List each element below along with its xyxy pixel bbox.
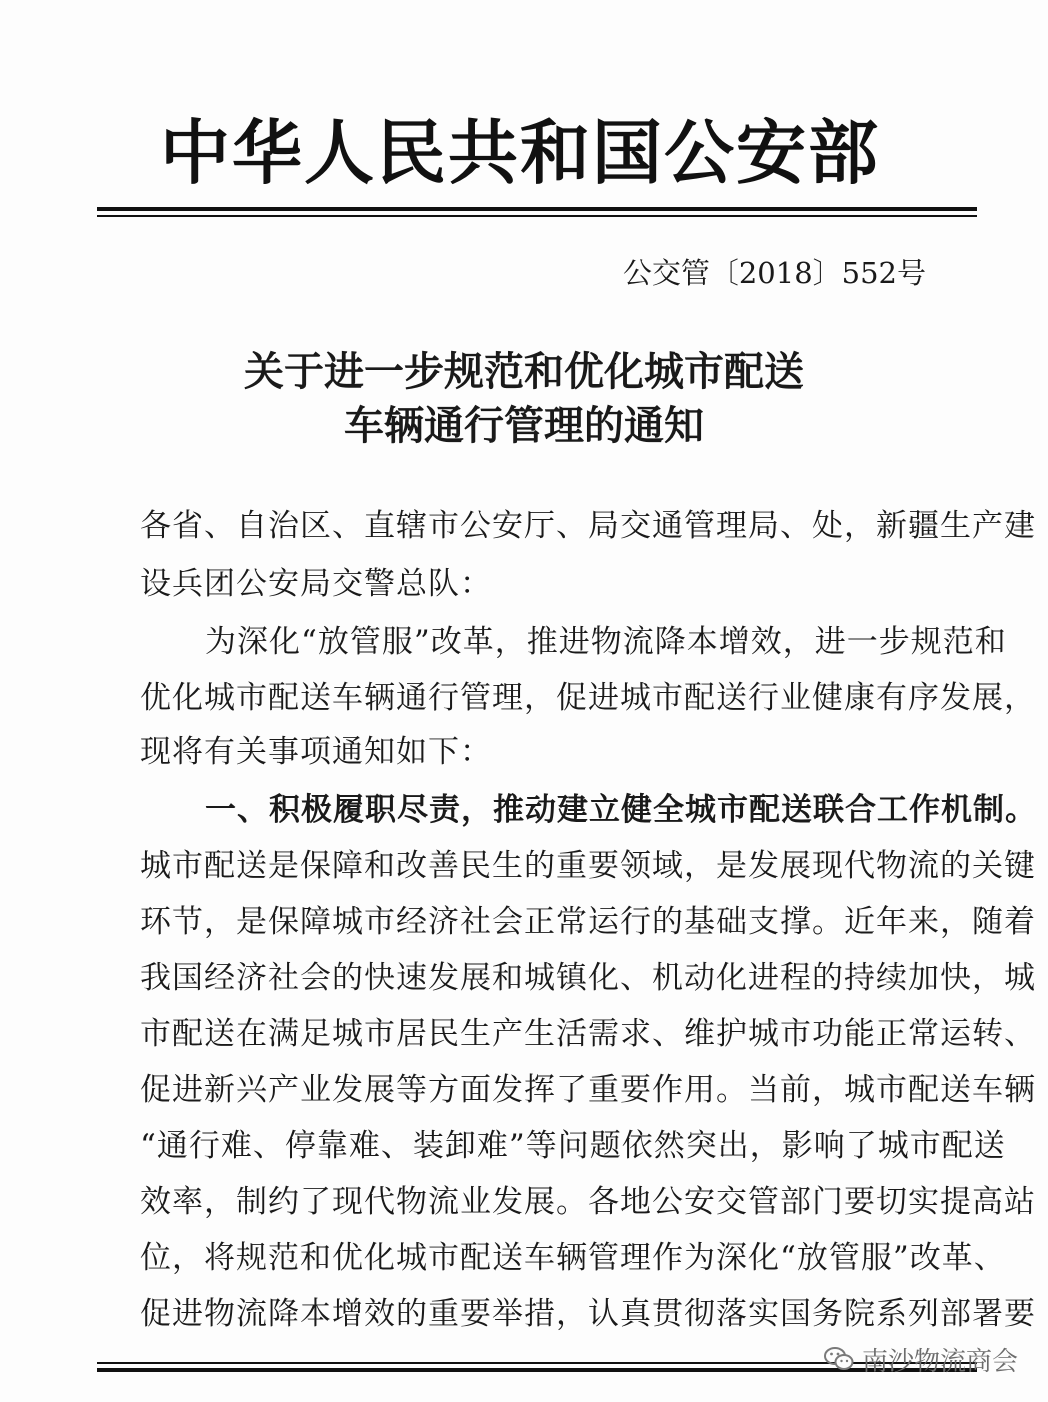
- body-line: 优化城市配送车辆通行管理，促进城市配送行业健康有序发展，: [140, 680, 1036, 716]
- section-heading: 一、积极履职尽责，推动建立健全城市配送联合工作机制。: [205, 792, 1037, 828]
- body-line: 各省、自治区、直辖市公安厅、局交通管理局、处，新疆生产建: [140, 508, 1036, 544]
- body-line: 效率，制约了现代物流业发展。各地公安交管部门要切实提高站: [140, 1184, 1036, 1220]
- body-line: 促进物流降本增效的重要举措，认真贯彻落实国务院系列部署要: [140, 1296, 1036, 1332]
- body-line: 城市配送是保障和改善民生的重要领域，是发展现代物流的关键: [140, 848, 1036, 884]
- document-title-line-2: 车辆通行管理的通知: [344, 403, 704, 449]
- body-line: 设兵团公安局交警总队：: [140, 566, 492, 602]
- body-line: “通行难、停靠难、装卸难”等问题依然突出，影响了城市配送: [140, 1128, 1006, 1164]
- header-rule-thick: [97, 207, 977, 211]
- wechat-icon: [824, 1346, 854, 1372]
- body-line: 现将有关事项通知如下：: [140, 734, 492, 770]
- watermark: [824, 1340, 1018, 1378]
- body-line: 为深化“放管服”改革，推进物流降本增效，进一步规范和: [205, 624, 1007, 660]
- body-line: 环节，是保障城市经济社会正常运行的基础支撑。近年来，随着: [140, 904, 1036, 940]
- body-line: 我国经济社会的快速发展和城镇化、机动化进程的持续加快，城: [140, 960, 1036, 996]
- document-title-line-1: 关于进一步规范和优化城市配送: [244, 349, 804, 395]
- body-line: 市配送在满足城市居民生产生活需求、维护城市功能正常运转、: [140, 1016, 1036, 1052]
- header-rule-thin: [97, 215, 977, 217]
- document-number: 公交管〔2018〕552号: [622, 256, 926, 290]
- body-line: 促进新兴产业发展等方面发挥了重要作用。当前，城市配送车辆: [140, 1072, 1036, 1108]
- body-line: 位，将规范和优化城市配送车辆管理作为深化“放管服”改革、: [140, 1240, 1006, 1276]
- issuing-organization: 中华人民共和国公安部: [160, 112, 880, 194]
- watermark-text: 南沙物流商会: [861, 1346, 1018, 1377]
